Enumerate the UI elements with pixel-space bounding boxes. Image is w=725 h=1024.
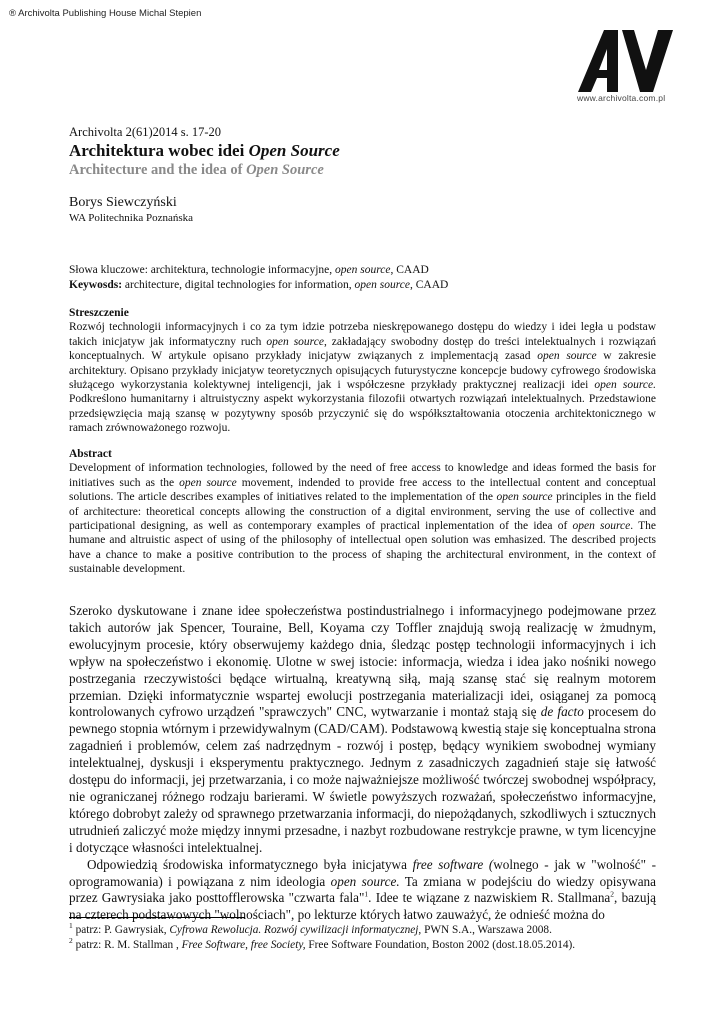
streszczenie-italic: open source. — [594, 379, 656, 392]
keywords-en-tail: , CAAD — [409, 279, 449, 291]
footnote-divider — [69, 917, 245, 918]
abstract-part: Development of information technologies, followed by the need of free access to knowledge and ideas formed the basis for initiatives such as the — [69, 462, 656, 489]
title-italic: Open Source — [248, 141, 340, 160]
streszczenie-part: Podkreślono humanitarny i altruistyczny aspekt wykorzystania filozofii otwartych rozwiązań intelektualnych. Przedstawione przedsięwzięcia mają szansę w pozytywny sposób przyczynić się do współkształtowania otoczenia architektonicznego w ramach zrównoważonego rozwoju. — [69, 393, 656, 435]
body-p2-text: wolnego - jak w "wolność" - oprogramowania) i powiązana z nim ideologia — [69, 856, 657, 889]
article-title — [69, 141, 669, 161]
keywords-pl-label: Słowa kluczowe: — [69, 264, 151, 276]
abstract-italic: open source — [572, 520, 631, 533]
subtitle-text: Architecture and the idea of — [69, 162, 247, 178]
streszczenie-italic: open source — [266, 335, 324, 348]
footnote-text: , PWN S.A., Warszawa 2008. — [418, 924, 552, 936]
footnote-text: patrz: R. M. Stallman , — [72, 938, 182, 951]
footnote-2 — [69, 935, 669, 953]
footnote-text: Free Software Foundation, Boston 2002 (dost.18.05.2014). — [305, 938, 576, 951]
keywords-en-label: Keywosds: — [69, 279, 123, 291]
footnote-ref-1[interactable]: 1 — [364, 890, 369, 900]
abstract-heading: Abstract — [69, 448, 112, 460]
footnote-text: patrz: P. Gawrysiak, — [72, 924, 170, 936]
archivolta-logo — [578, 30, 673, 92]
subtitle-italic: Open Source — [246, 162, 324, 178]
keywords-pl — [69, 263, 669, 278]
abstract-part: . The humane and altruistic aspect of using of the philosophy of intellectual open solution was emhasized. The described projects have a chance to make a positive contribution to the process of shaping the architectural environment, in the context of sustainable development. — [69, 520, 656, 576]
abstract-part: movement, indended to provide free access to the intellectual content and conceptual solutions. The article describes examples of initiatives related to the implementation of the — [69, 476, 656, 504]
abstract-section — [69, 447, 656, 577]
abstract-part: principles in the field of architecture: theoretical concepts allowing the construction of a digital environment, serving the use of collective and participational designing, as well as contemporary examples of practical inplementation of the idea of — [69, 491, 656, 533]
footnote-italic: Cyfrowa Rewolucja. Rozwój cywilizacji informatycznej — [169, 924, 419, 936]
body-p1-text: procesem do pewnego stopnia wtórnym i przewidywalnym (CAD/CAM). Podstawową kwestią staje się konceptualna strona zagadnień i problemów, celem zaś nadrzędnym - rozwój i postęp, będący wynikiem swobodnej wymiany intelektualnej, dyskusji i eksperymentu praktycznego. Jednym z zasadniczych zagadnień staje się łatwość dostępu do informacji, jej przetwarzania, i co może najważniejsze możliwość twórczej swobodnej współpracy, nie ograniczanej różnego rodzaju barierami. W świetle powyższych rozważań, społeczeństwo informacyjne, którego dobrobyt zależy od sprawnego przetwarzania informacji, do niepożądanych, szkodliwych i sztucznych utrudnień zaliczyć może między innymi przesadne, i nazbyt rozbudowane restrykcje prawne, w tym licencyjne i dotyczące własności intelektualnej. — [69, 704, 656, 855]
footnotes — [69, 923, 669, 952]
footnote-italic: Free Software, free Society, — [181, 938, 306, 951]
website-url: www.archivolta.com.pl — [577, 93, 666, 103]
streszczenie-section — [69, 306, 656, 436]
citation: Archivolta 2(61)2014 s. 17-20 — [69, 125, 222, 139]
author-affiliation: WA Politechnika Poznańska — [69, 212, 194, 224]
streszczenie-text — [69, 320, 656, 435]
streszczenie-italic: open source — [537, 350, 597, 363]
keywords-pl-text: architektura, technologie informacyjne, — [150, 264, 336, 276]
body-p1-italic: de facto — [540, 704, 584, 720]
abstract-italic: open source — [496, 491, 553, 504]
keywords-pl-italic: open source — [335, 264, 391, 276]
keywords — [69, 263, 669, 293]
body-p1-text: Szeroko dyskutowane i znane idee społeczeństwa postindustrialnego i informacyjnego podejmowane przez takich autorów jak Spencer, Touraine, Bell, Koyama czy Toffler znajdują swoją realizację w żmudnym, ewolucyjnym procesie, który obserwujemy każdego dnia, śledząc postęp technologii informacyjnych i ich wpływ na społeczeństwo i ekonomię. Ulotne w swej istocie: informacja, wiedza i idea jako nośniki nowego postrzegania rzeczywistości będące wirtualną, kreatywną siłą, mają szansę stać się realnym motorem przemian. Dzięki informatycznie wspartej ewolucji postrzegania materializacji idei, osiąganej za pomocą kontrolowanych cyfrowo urządzeń "sprawczych" CNC, wytwarzanie i montaż stają się — [69, 603, 656, 720]
body-p2-text: , bazują na czterech podstawowych "wolnościach", po lekturze których łatwo zauważyć, że odnieść można do — [69, 890, 656, 923]
footnote-ref-2[interactable]: 2 — [610, 890, 615, 900]
footnote-number: 1 — [69, 921, 73, 931]
body-text — [69, 603, 656, 924]
abstract-text — [69, 461, 656, 576]
article-subtitle — [69, 161, 669, 179]
body-p2-italic: free software ( — [412, 856, 494, 872]
author-name: Borys Siewczyński — [69, 195, 177, 210]
footnote-1 — [69, 923, 669, 938]
keywords-en — [69, 278, 669, 293]
streszczenie-part: Rozwój technologii informacyjnych i co za tym idzie potrzeba nieskrępowanego dostępu do wiedzy i idei legła u podstaw takich inicjatyw jak informatyczny ruch — [69, 321, 656, 348]
article-header — [69, 125, 669, 225]
keywords-en-italic: open source — [354, 279, 410, 291]
title-text: Architektura wobec idei — [69, 141, 249, 160]
body-p2-text: Ta zmiana w podejściu do wiedzy opisywana przez Gawrysiaka jako posttofflerowska "czwarta fala" — [69, 873, 656, 906]
footnote-number: 2 — [69, 935, 73, 945]
body-paragraph-1 — [69, 603, 656, 857]
streszczenie-part: , zakładający swobodny dostęp do treści intelektualnych i rozwiązań konceptualnych. W artykule opisano przykłady inicjatyw związanych z implementacją zasad — [69, 335, 656, 363]
body-p2-text: Odpowiedzią środowiska informatycznego była inicjatywa — [87, 856, 413, 872]
keywords-pl-tail: , CAAD — [390, 264, 429, 276]
body-paragraph-2 — [69, 857, 656, 925]
publisher-line: ® Archivolta Publishing House Michal Stepien — [9, 8, 202, 19]
body-p2-italic: open source. — [330, 873, 400, 889]
body-p2-text: . Idee te wiązane z nazwiskiem R. Stallmana — [368, 890, 611, 906]
abstract-italic: open source — [179, 476, 237, 489]
streszczenie-part: w zakresie architektury. Opisano przykłady inicjatyw teoretycznych opisujących futurystyczne koncepcje budowy cyfrowego środowiska służącego wykorzystania kolektywnej inteligencji, jak i współczesne przykłady praktycznej realizacji idei — [69, 350, 656, 392]
streszczenie-heading: Streszczenie — [69, 307, 129, 319]
keywords-en-text: architecture, digital technologies for information, — [122, 279, 355, 291]
